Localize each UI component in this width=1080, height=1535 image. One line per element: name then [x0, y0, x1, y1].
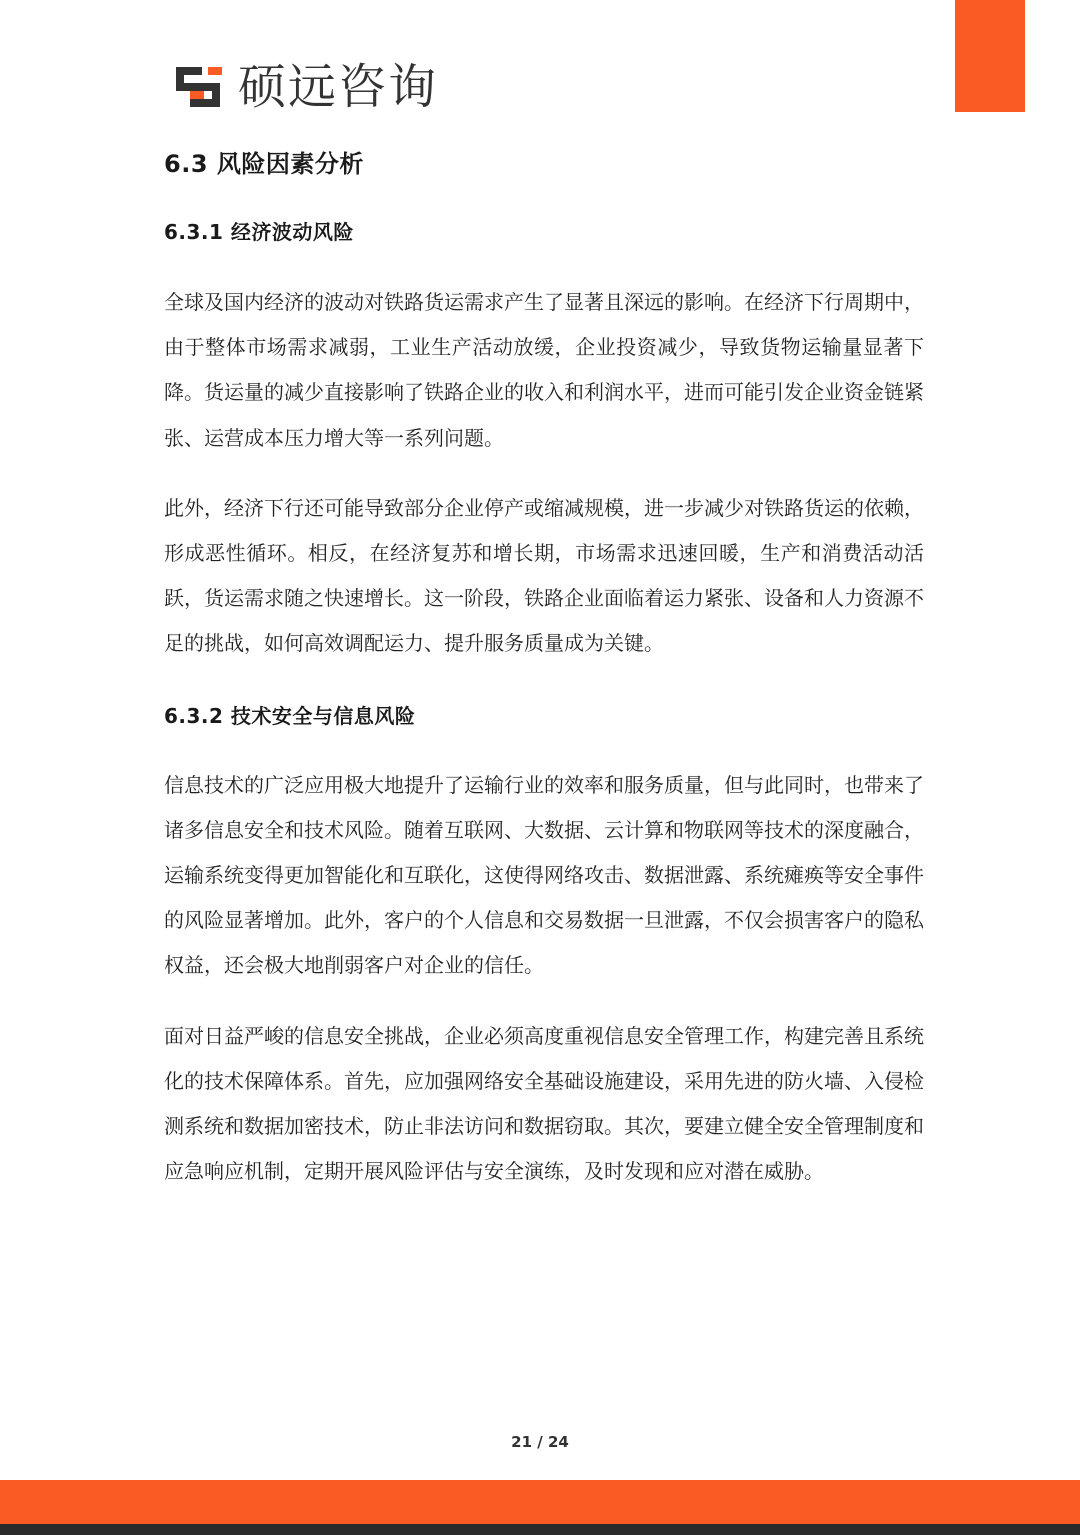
brand-logo [176, 59, 439, 115]
subsection-title-economic: 6.3.1 经济波动风险 [164, 220, 354, 244]
subsection-title-tech-security: 6.3.2 技术安全与信息风险 [164, 703, 416, 728]
footer-accent-bar [0, 1480, 1080, 1524]
page-number: 21 / 24 [511, 1433, 569, 1451]
document-body [164, 140, 924, 1194]
paragraph: 此外，经济下行还可能导致部分企业停产或缩减规模，进一步减少对铁路货运的依赖，形成恶性循环。相反，在经济复苏和增长期，市场需求迅速回暖，生产和消费活动活跃，货运需求随之快速增长。这一阶段，铁路企业面临着运力紧张、设备和人力资源不足的挑战，如何高效调配运力、提升服务质量成为关键。 [164, 495, 924, 656]
paragraph: 信息技术的广泛应用极大地提升了运输行业的效率和服务质量，但与此同时，也带来了诸多信息安全和技术风险。随着互联网、大数据、云计算和物联网等技术的深度融合，运输系统变得更加智能化和互联化，这使得网络攻击、数据泄露、系统瘫痪等安全事件的风险显著增加。此外，客户的个人信息和交易数据一旦泄露，不仅会损害客户的隐私权益，还会极大地削弱客户对企业的信任。 [164, 772, 924, 978]
brand-name: 硕远咨询 [238, 59, 439, 115]
brand-s-logo-icon [176, 63, 228, 111]
paragraph: 全球及国内经济的波动对铁路货运需求产生了显著且深远的影响。在经济下行周期中，由于整体市场需求减弱，工业生产活动放缓，企业投资减少，导致货物运输量显著下降。货运量的减少直接影响了铁路企业的收入和利润水平，进而可能引发企业资金链紧张、运营成本压力增大等一系列问题。 [164, 290, 924, 450]
corner-accent-tab [955, 0, 1025, 112]
section-title: 6.3 风险因素分析 [164, 150, 364, 178]
footer-dark-strip [0, 1524, 1080, 1535]
paragraph: 面对日益严峻的信息安全挑战，企业必须高度重视信息安全管理工作，构建完善且系统化的技术保障体系。首先，应加强网络安全基础设施建设，采用先进的防火墙、入侵检测系统和数据加密技术，防止非法访问和数据窃取。其次，要建立健全安全管理制度和应急响应机制，定期开展风险评估与安全演练，及时发现和应对潜在威胁。 [164, 1023, 924, 1184]
